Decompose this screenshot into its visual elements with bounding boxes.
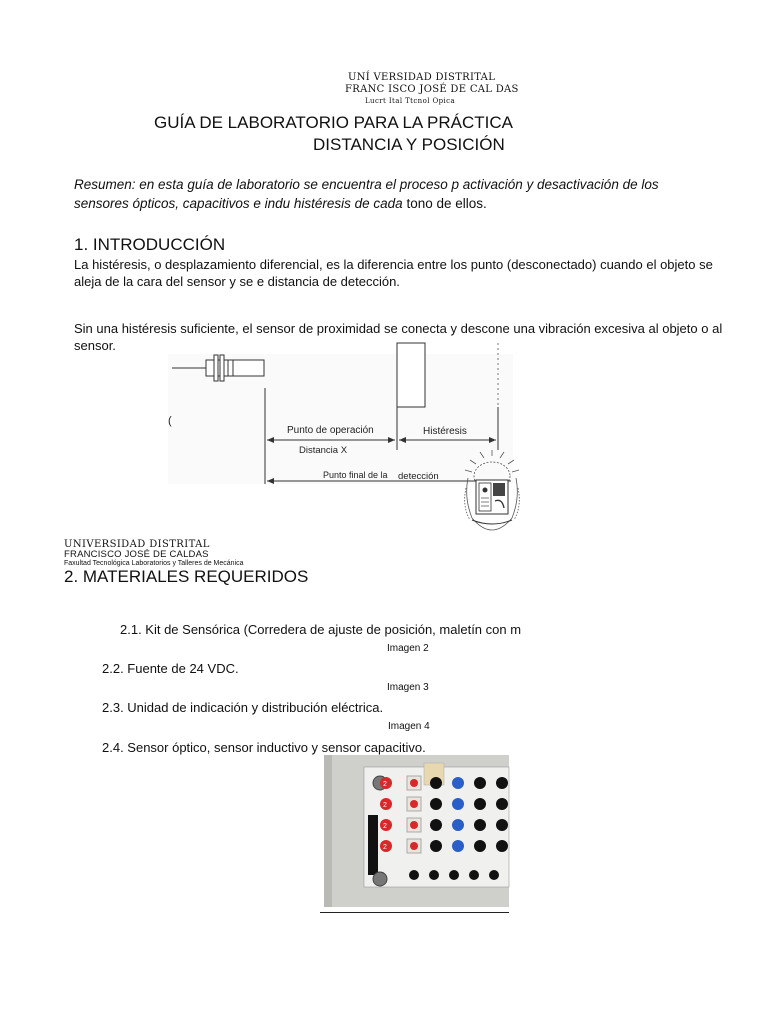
panel-terminal — [474, 840, 486, 852]
label-stray: ( — [168, 415, 172, 427]
panel-terminal — [474, 819, 486, 831]
panel-terminal — [452, 819, 464, 831]
panel-bottom-terminal — [489, 870, 499, 880]
panel-terminal — [452, 840, 464, 852]
label-punto-operacion: Punto de operación — [287, 425, 374, 436]
distribution-panel-photo — [324, 755, 509, 907]
panel-terminal — [452, 777, 464, 789]
panel-bottom-terminal — [449, 870, 459, 880]
caption-imagen-3: Imagen 3 — [387, 682, 429, 693]
panel-terminal — [430, 840, 442, 852]
panel-bottom-terminal — [409, 870, 419, 880]
material-item-2: 2.2. Fuente de 24 VDC. — [102, 661, 239, 676]
panel-terminal — [410, 842, 418, 850]
panel-terminal — [430, 777, 442, 789]
page-title-line2: DISTANCIA Y POSICIÓN — [313, 135, 505, 154]
material-item-1: 2.1. Kit de Sensórica (Corredera de ajuste de posición, maletín con m — [120, 622, 522, 637]
target-object-icon — [397, 343, 425, 407]
svg-text:Punto de operación — [287, 425, 374, 436]
panel-terminal — [496, 840, 508, 852]
header-university: UNÍ VERSIDAD DISTRITAL — [348, 72, 496, 83]
footer-faculty: Faxultad Tecnológica Laboratorios y Talleres de Mecánica — [64, 560, 244, 567]
panel-terminal-number: 2 — [383, 781, 387, 788]
abstract — [74, 175, 674, 213]
panel-terminal-number: 2 — [383, 823, 387, 830]
panel-terminal — [496, 819, 508, 831]
label-deteccion: detección — [398, 471, 439, 482]
panel-terminal — [474, 777, 486, 789]
panel-terminal — [496, 798, 508, 810]
abstract-normal: tono de ellos. — [402, 196, 487, 211]
header-francisco: FRANC ISCO JOSÉ DE CAL DAS — [345, 84, 519, 95]
photo-underline — [320, 912, 509, 913]
caption-imagen-4: Imagen 4 — [388, 721, 430, 732]
panel-terminal — [452, 798, 464, 810]
panel-terminal — [410, 779, 418, 787]
panel-terminal — [430, 798, 442, 810]
material-item-4: 2.4. Sensor óptico, sensor inductivo y sensor capacitivo. — [102, 740, 426, 755]
header-faculty: Lucrt Ital Ttcnol Opica — [365, 97, 456, 105]
panel-terminal-number: 2 — [383, 802, 387, 809]
intro-paragraph-2: Sin una histéresis suficiente, el sensor de proximidad se conecta y descone una vibración excesiva al objeto o al sensor. — [74, 321, 723, 353]
intro-paragraph-1: La histéresis, o desplazamiento diferencial, es la diferencia entre los punto (desconectado) cuando el objeto se aleja de la cara del sensor y se e distancia de detección. — [74, 257, 713, 289]
panel-terminal — [430, 819, 442, 831]
panel-photo-drawing — [324, 755, 509, 907]
panel-terminal — [474, 798, 486, 810]
footer-university: UNIVERSIDAD DISTRITAL — [64, 539, 210, 550]
label-distancia: Distancia X — [299, 445, 348, 456]
section2-heading: 2. MATERIALES REQUERIDOS — [64, 567, 309, 586]
label-histeresis: Histéresis — [423, 426, 467, 437]
panel-bottom-terminal — [469, 870, 479, 880]
university-seal-icon — [462, 448, 522, 532]
abstract-italic: Resumen: en esta guía de laboratorio se encuentra el proceso p activación y desactivación de los sensores ópticos, capacitivos e indu histéresis de cada — [74, 177, 659, 211]
material-item-3: 2.3. Unidad de indicación y distribución eléctrica. — [102, 700, 384, 715]
caption-imagen-2: Imagen 2 — [387, 643, 429, 654]
panel-bottom-terminal — [429, 870, 439, 880]
panel-terminal — [496, 777, 508, 789]
label-punto-final: Punto final de la — [323, 470, 388, 480]
page-title-line1: GUÍA DE LABORATORIO PARA LA PRÁCTICA — [154, 113, 513, 132]
footer-francisco: FRANCISCO JOSÉ DE CALDAS — [64, 549, 209, 560]
section1-heading: 1. INTRODUCCIÓN — [74, 235, 226, 254]
panel-terminal — [410, 821, 418, 829]
panel-terminal — [410, 800, 418, 808]
panel-terminal-number: 2 — [383, 844, 387, 851]
